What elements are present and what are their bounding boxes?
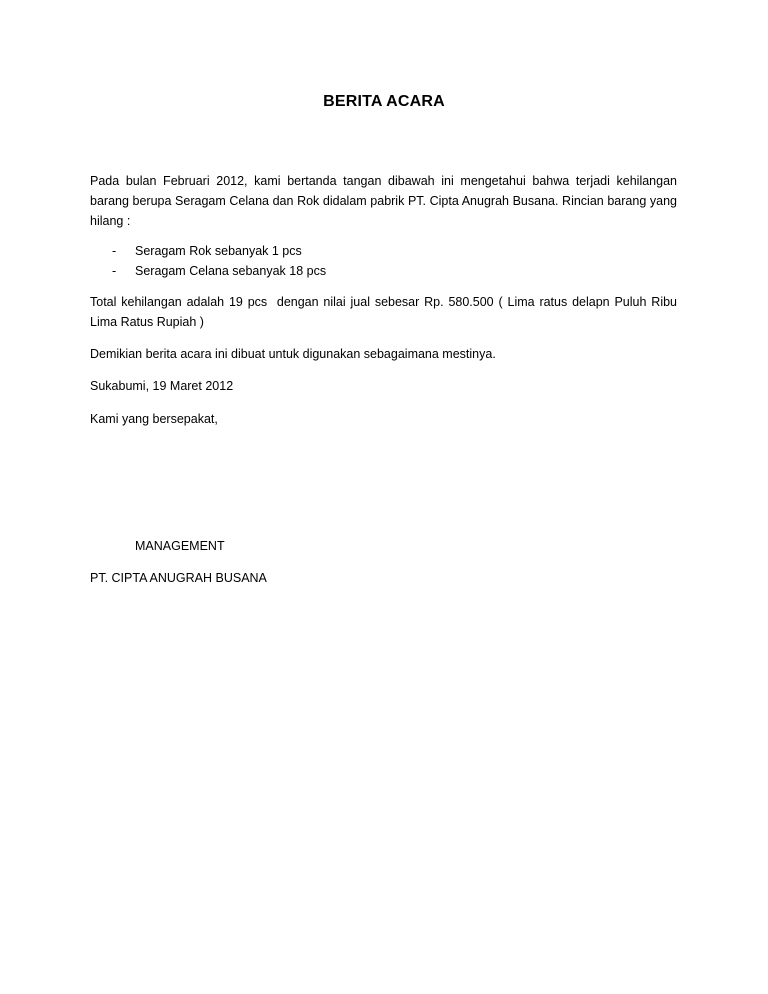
closing-paragraph: Demikian berita acara ini dibuat untuk digunakan sebagaimana mestinya. bbox=[90, 347, 496, 361]
list-item-text: Seragam Celana sebanyak 18 pcs bbox=[135, 264, 327, 278]
item-list bbox=[112, 241, 326, 281]
total-paragraph: Total kehilangan adalah 19 pcs dengan nilai jual sebesar Rp. 580.500 ( Lima ratus delapn Puluh Ribu Lima Ratus Rupiah ) bbox=[90, 295, 681, 329]
list-item bbox=[112, 261, 326, 281]
list-item bbox=[112, 241, 326, 261]
signatory-company: PT. CIPTA ANUGRAH BUSANA bbox=[90, 571, 267, 585]
place-date: Sukabumi, 19 Maret 2012 bbox=[90, 379, 234, 393]
signoff-text: Kami yang bersepakat, bbox=[90, 412, 218, 426]
list-bullet: - bbox=[112, 264, 117, 278]
list-bullet: - bbox=[112, 244, 117, 258]
document-title: BERITA ACARA bbox=[323, 93, 445, 110]
intro-paragraph: Pada bulan Februari 2012, kami bertanda tangan dibawah ini mengetahui bahwa terjadi kehilangan barang berupa Seragam Celana dan Rok didalam pabrik PT. Cipta Anugrah Busana. Rincian barang yang hilang : bbox=[90, 174, 677, 228]
signatory-role: MANAGEMENT bbox=[135, 539, 225, 553]
list-item-text: Seragam Rok sebanyak 1 pcs bbox=[135, 244, 302, 258]
